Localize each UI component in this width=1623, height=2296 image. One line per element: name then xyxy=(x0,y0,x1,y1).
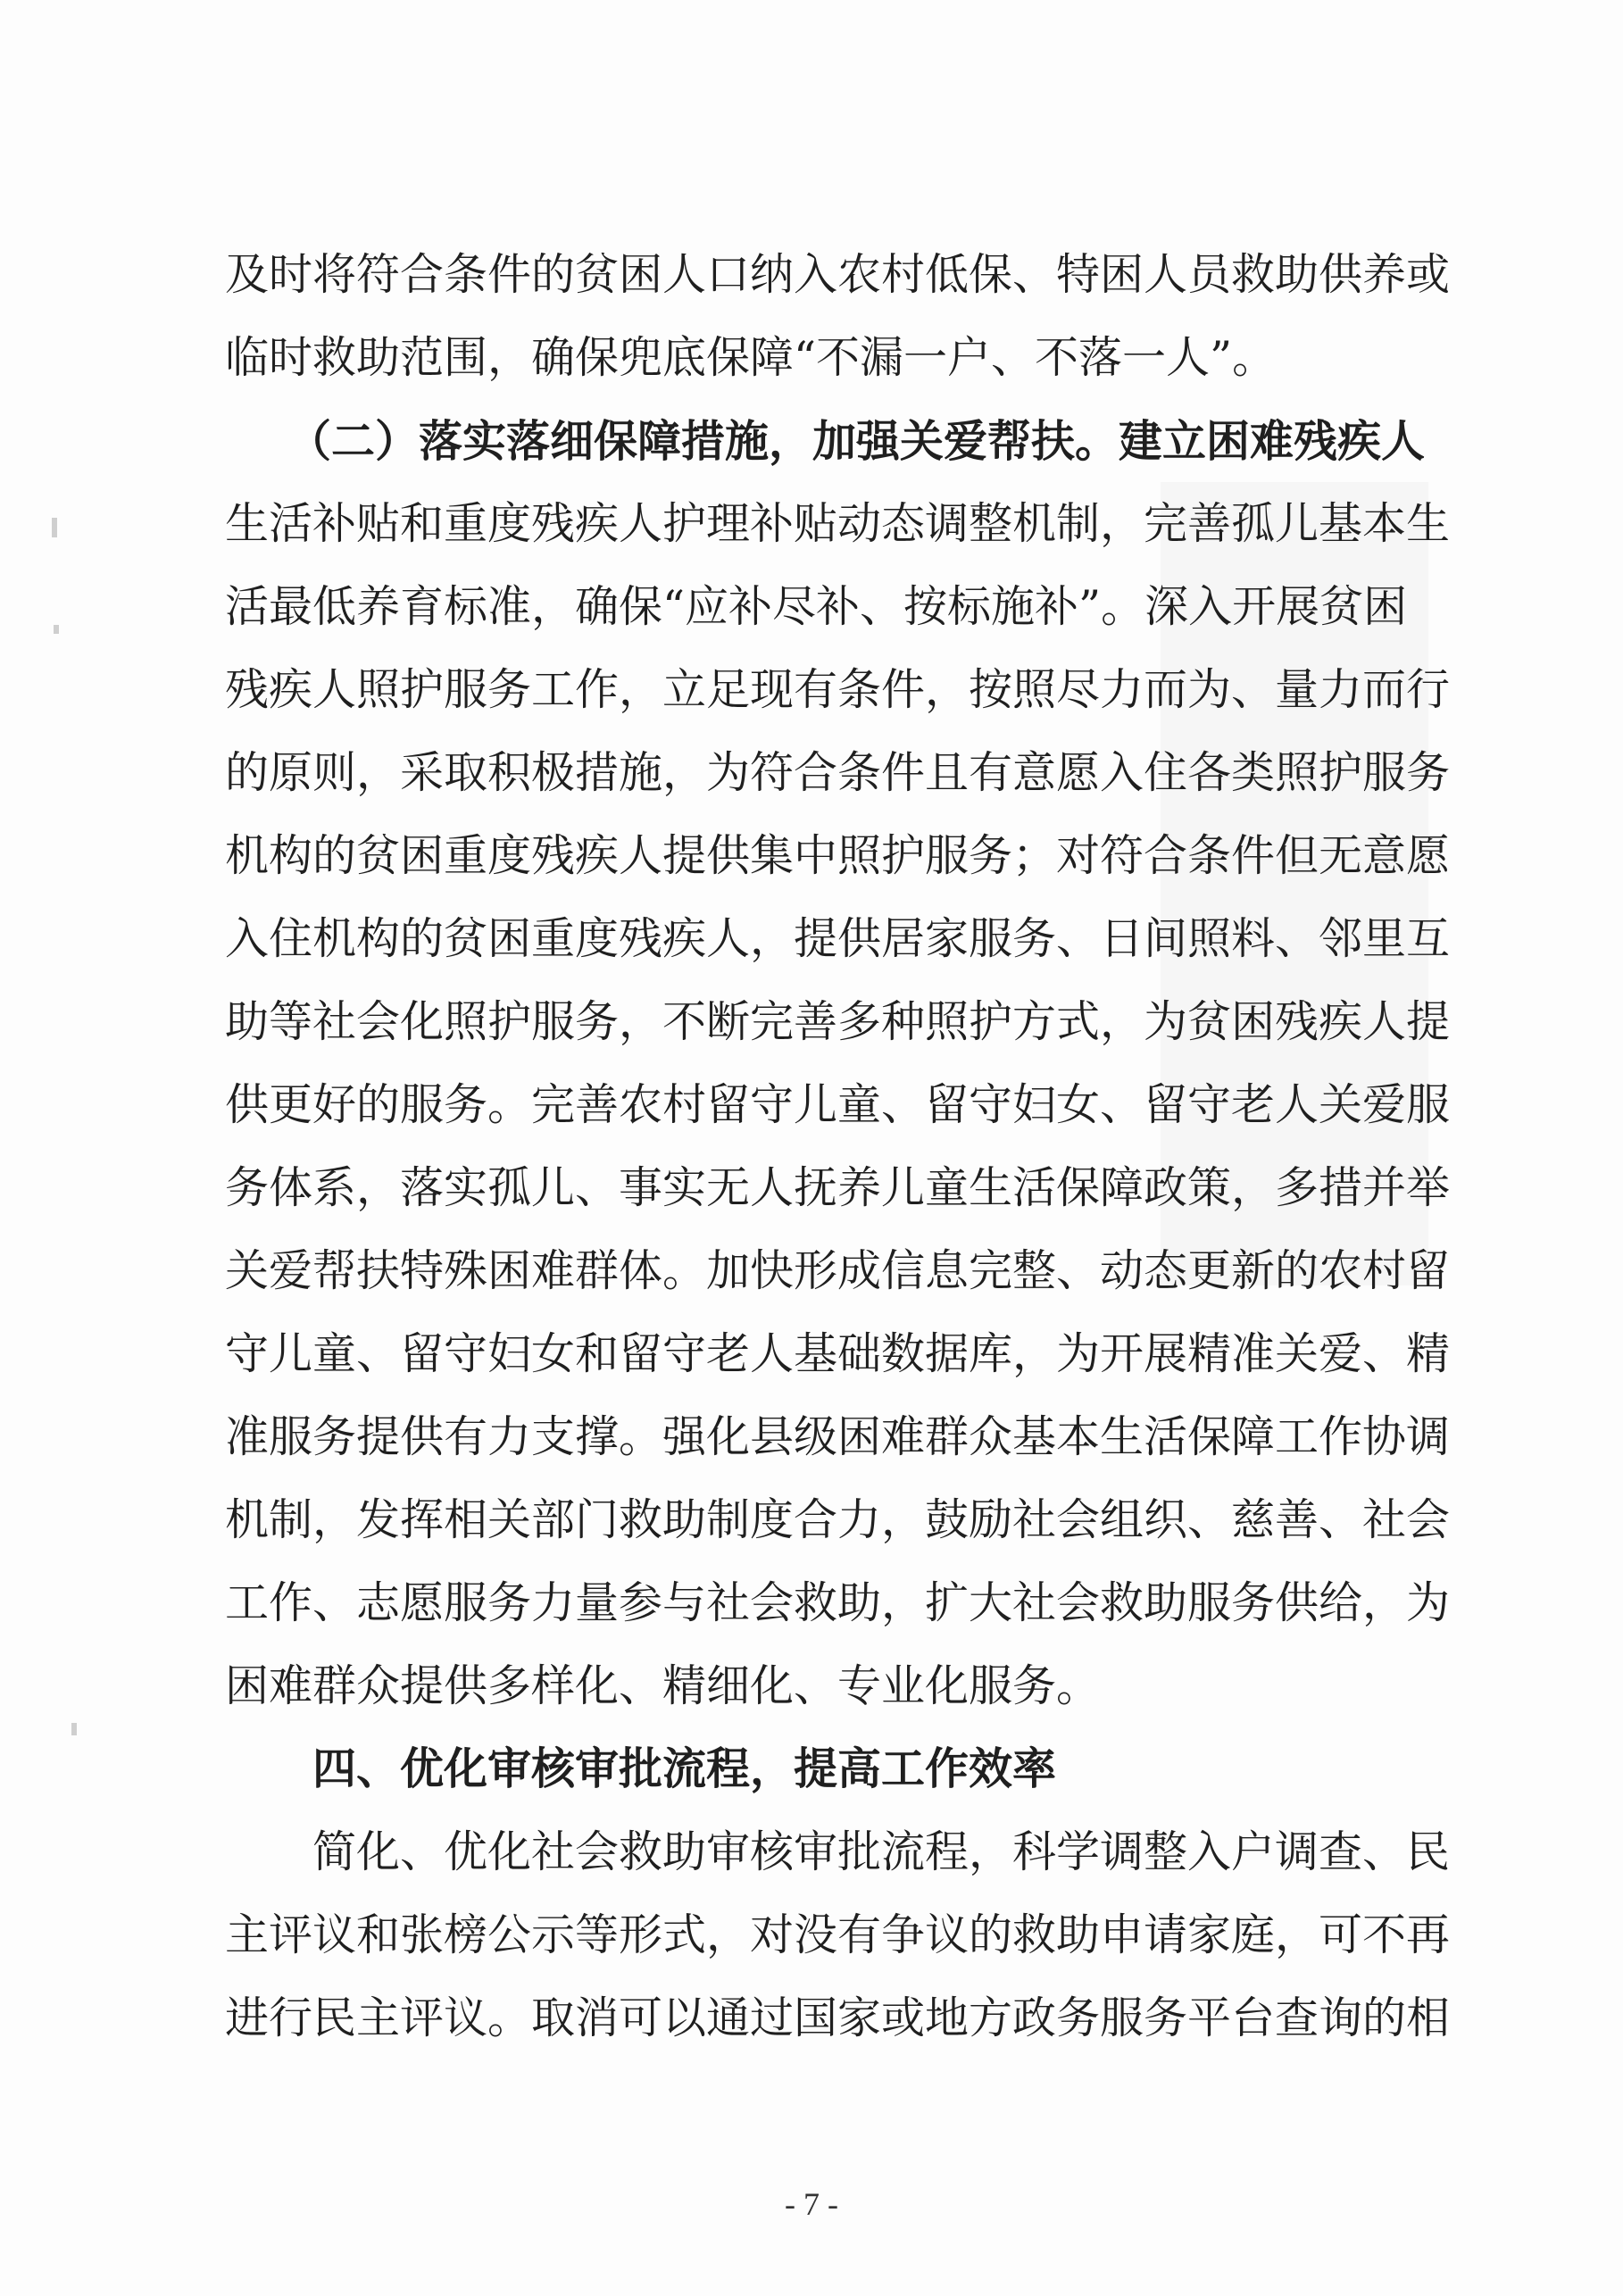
text-line: 活最低养育标准，确保“应补尽补、按标施补”。深入开展贫困 xyxy=(225,581,1408,632)
text-line: 进行民主评议。取消可以通过国家或地方政务服务平台查询的相 xyxy=(225,1992,1451,2043)
text-line: 困难群众提供多样化、精细化、专业化服务。 xyxy=(225,1660,1101,1711)
text-line: 准服务提供有力支撑。强化县级困难群众基本生活保障工作协调 xyxy=(225,1411,1451,1462)
scan-mark xyxy=(52,518,57,537)
text-line: 简化、优化社会救助审核审批流程，科学调整入户调查、民 xyxy=(312,1826,1451,1877)
scan-mark xyxy=(71,1723,77,1735)
scan-mark xyxy=(54,625,59,634)
text-line: 主评议和张榜公示等形式，对没有争议的救助申请家庭，可不再 xyxy=(225,1909,1451,1960)
text-line: 机制，发挥相关部门救助制度合力，鼓励社会组织、慈善、社会 xyxy=(225,1494,1451,1545)
text-line: 入住机构的贫困重度残疾人，提供居家服务、日间照料、邻里互 xyxy=(225,913,1451,964)
text-line: 及时将符合条件的贫困人口纳入农村低保、特困人员救助供养或 xyxy=(225,249,1451,300)
page-number: - 7 - xyxy=(785,2186,838,2222)
text-line: 关爱帮扶特殊困难群体。加快形成信息完整、动态更新的农村留 xyxy=(225,1245,1451,1296)
text-line: 残疾人照护服务工作，立足现有条件，按照尽力而为、量力而行 xyxy=(225,664,1451,715)
text-line: 临时救助范围，确保兜底保障“不漏一户、不落一人”。 xyxy=(225,332,1277,383)
text-line: 供更好的服务。完善农村留守儿童、留守妇女、留守老人关爱服 xyxy=(225,1079,1451,1130)
text-line: 助等社会化照护服务，不断完善多种照护方式，为贫困残疾人提 xyxy=(225,996,1451,1047)
text-line: 工作、志愿服务力量参与社会救助，扩大社会救助服务供给，为 xyxy=(225,1577,1451,1628)
section-heading: 四、优化审核审批流程，提高工作效率 xyxy=(312,1743,1057,1794)
text-line: 的原则，采取积极措施，为符合条件且有意愿入住各类照护服务 xyxy=(225,747,1451,798)
subheading-line: （二）落实落细保障措施，加强关爱帮扶。建立困难残疾人 xyxy=(287,415,1426,467)
text-line: 守儿童、留守妇女和留守老人基础数据库，为开展精准关爱、精 xyxy=(225,1328,1451,1379)
text-line: 务体系，落实孤儿、事实无人抚养儿童生活保障政策，多措并举 xyxy=(225,1162,1451,1213)
text-line: 机构的贫困重度残疾人提供集中照护服务；对符合条件但无意愿 xyxy=(225,830,1451,881)
text-line: 生活补贴和重度残疾人护理补贴动态调整机制，完善孤儿基本生 xyxy=(225,498,1451,549)
